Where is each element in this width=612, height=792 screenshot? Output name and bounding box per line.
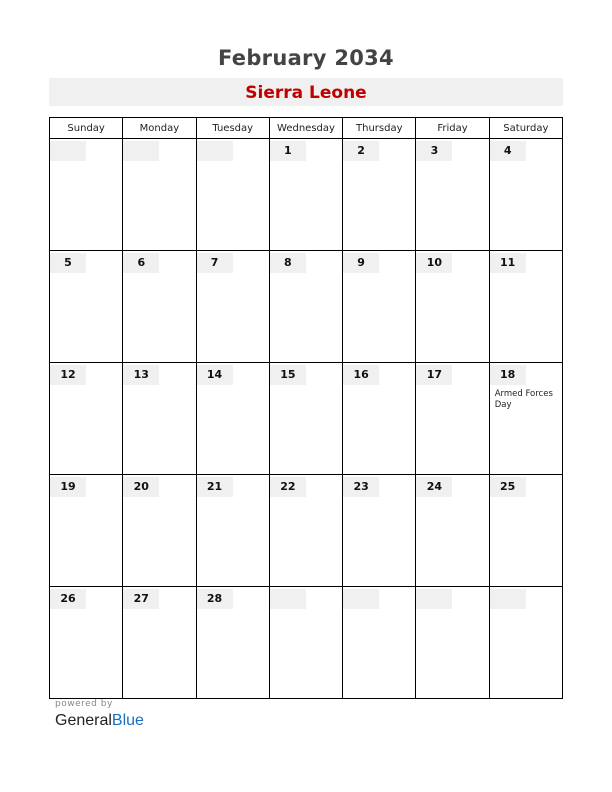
day-cell[interactable] (416, 587, 489, 699)
day-number: 27 (123, 589, 159, 609)
day-number: 13 (123, 365, 159, 385)
day-cell[interactable] (196, 251, 269, 363)
weekday-thursday: Thursday (343, 118, 416, 139)
day-cell[interactable] (489, 587, 562, 699)
day-number: 7 (197, 253, 233, 273)
day-cell[interactable] (269, 139, 342, 251)
week-row (50, 363, 563, 475)
day-number: 11 (490, 253, 526, 273)
day-cell[interactable] (196, 587, 269, 699)
day-cell[interactable] (343, 363, 416, 475)
day-cell[interactable] (50, 587, 123, 699)
day-cell[interactable] (123, 363, 196, 475)
day-number: 20 (123, 477, 159, 497)
day-number: 2 (343, 141, 379, 161)
weekday-saturday: Saturday (489, 118, 562, 139)
page-title: February 2034 (218, 46, 394, 70)
calendar-grid (49, 117, 563, 699)
day-cell[interactable] (489, 475, 562, 587)
day-number: 15 (270, 365, 306, 385)
footer (55, 699, 144, 730)
day-cell[interactable] (489, 251, 562, 363)
day-number: 19 (50, 477, 86, 497)
day-number: 10 (416, 253, 452, 273)
day-number (343, 589, 379, 609)
day-number: 23 (343, 477, 379, 497)
day-number: 25 (490, 477, 526, 497)
day-number (490, 589, 526, 609)
day-cell[interactable] (489, 139, 562, 251)
day-cell[interactable] (269, 251, 342, 363)
country-name: Sierra Leone (49, 78, 563, 106)
day-cell[interactable] (416, 363, 489, 475)
logo-general: General (55, 712, 112, 729)
day-cell[interactable] (343, 475, 416, 587)
day-number: 1 (270, 141, 306, 161)
weekday-sunday: Sunday (50, 118, 123, 139)
week-row (50, 587, 563, 699)
generalblue-logo[interactable] (55, 712, 144, 730)
day-number: 28 (197, 589, 233, 609)
day-number (197, 141, 233, 161)
day-cell[interactable] (123, 587, 196, 699)
logo-blue: Blue (111, 712, 144, 729)
day-cell[interactable] (416, 139, 489, 251)
day-number: 4 (490, 141, 526, 161)
day-cell[interactable] (50, 475, 123, 587)
powered-by-text: powered by (55, 699, 113, 709)
weekday-friday: Friday (416, 118, 489, 139)
day-cell[interactable] (269, 363, 342, 475)
day-cell[interactable] (343, 139, 416, 251)
day-number: 22 (270, 477, 306, 497)
day-cell[interactable] (196, 363, 269, 475)
day-number: 3 (416, 141, 452, 161)
day-number: 6 (123, 253, 159, 273)
day-cell[interactable] (343, 587, 416, 699)
day-cell[interactable] (416, 475, 489, 587)
day-cell[interactable] (50, 139, 123, 251)
day-number: 24 (416, 477, 452, 497)
day-number: 14 (197, 365, 233, 385)
weekday-header-row (50, 118, 563, 139)
day-cell[interactable] (343, 251, 416, 363)
day-cell[interactable] (50, 251, 123, 363)
holiday-label: Armed Forces Day (494, 389, 553, 410)
day-number: 17 (416, 365, 452, 385)
day-number (270, 589, 306, 609)
day-number (123, 141, 159, 161)
day-number: 5 (50, 253, 86, 273)
day-cell[interactable] (123, 139, 196, 251)
calendar-body (50, 139, 563, 699)
day-number: 18 (490, 365, 526, 385)
weekday-monday: Monday (123, 118, 196, 139)
day-cell[interactable] (269, 587, 342, 699)
day-number: 9 (343, 253, 379, 273)
day-cell[interactable] (123, 475, 196, 587)
weekday-tuesday: Tuesday (196, 118, 269, 139)
day-number: 26 (50, 589, 86, 609)
weekday-wednesday: Wednesday (269, 118, 342, 139)
day-number: 8 (270, 253, 306, 273)
day-cell[interactable] (416, 251, 489, 363)
day-cell[interactable] (196, 139, 269, 251)
day-cell[interactable] (123, 251, 196, 363)
week-row (50, 251, 563, 363)
day-cell[interactable] (489, 363, 562, 475)
week-row (50, 139, 563, 251)
day-number (50, 141, 86, 161)
day-cell[interactable] (196, 475, 269, 587)
day-number (416, 589, 452, 609)
day-cell[interactable] (269, 475, 342, 587)
day-number: 12 (50, 365, 86, 385)
day-number: 21 (197, 477, 233, 497)
day-cell[interactable] (50, 363, 123, 475)
day-number: 16 (343, 365, 379, 385)
week-row (50, 475, 563, 587)
